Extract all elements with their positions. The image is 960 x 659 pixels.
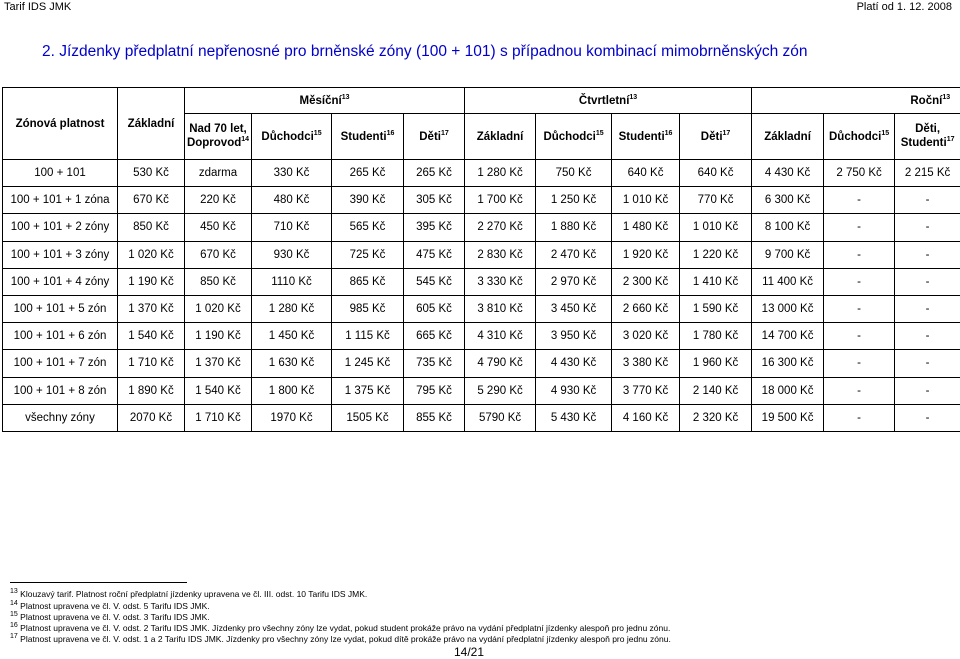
price-cell: 5 290 Kč [465, 377, 536, 404]
price-cell: 3 020 Kč [612, 323, 680, 350]
price-cell: 1 010 Kč [680, 214, 752, 241]
price-cell: - [824, 268, 895, 295]
col-header-yearly-children-students: Děti, Studenti$^{17}$ [895, 114, 960, 160]
table-row [3, 295, 960, 322]
document-header-right: Platí od 1. 12. 2008 [856, 1, 952, 13]
col-header-monthly-pensioners: Důchodci$^{15}$ [252, 114, 332, 160]
footnote-text: Platnost upravena ve čl. V. odst. 1 a 2 Tarifu IDS JMK. Jízdenky pro všechny zóny lze vydat, pokud dítě prokáže právo na vydání předplatní jízdenky alespoň pro jednu zónu. [20, 633, 671, 644]
price-cell: 1 960 Kč [680, 350, 752, 377]
price-cell: 265 Kč [332, 160, 404, 187]
price-cell: 850 Kč [118, 214, 185, 241]
price-cell: 850 Kč [185, 268, 252, 295]
price-cell: 1 590 Kč [680, 295, 752, 322]
price-cell: 1 540 Kč [185, 377, 252, 404]
price-cell: 305 Kč [404, 187, 465, 214]
price-cell: 930 Kč [252, 241, 332, 268]
zone-cell: 100 + 101 + 7 zón [3, 350, 118, 377]
price-cell: 1 010 Kč [612, 187, 680, 214]
price-cell: 3 770 Kč [612, 377, 680, 404]
price-cell: 1 710 Kč [118, 350, 185, 377]
price-cell: 1 020 Kč [185, 295, 252, 322]
price-cell: 14 700 Kč [752, 323, 824, 350]
price-cell: 18 000 Kč [752, 377, 824, 404]
price-cell: 6 300 Kč [752, 187, 824, 214]
price-cell: - [895, 214, 960, 241]
price-cell: 750 Kč [536, 160, 612, 187]
zone-cell: 100 + 101 + 1 zóna [3, 187, 118, 214]
price-cell: 4 310 Kč [465, 323, 536, 350]
price-cell: 1 190 Kč [118, 268, 185, 295]
col-header-quarterly-pensioners: Důchodci$^{15}$ [536, 114, 612, 160]
zone-cell: 100 + 101 + 6 zón [3, 323, 118, 350]
price-cell: 1 700 Kč [465, 187, 536, 214]
price-cell: - [824, 187, 895, 214]
col-header-quarterly-children: Děti$^{17}$ [680, 114, 752, 160]
page-number: 14/21 [454, 645, 485, 659]
footnote-text: Platnost upravena ve čl. V. odst. 5 Tarifu IDS JMK. [20, 600, 210, 611]
footnote [10, 622, 670, 633]
price-cell: 2 750 Kč [824, 160, 895, 187]
price-cell: 5 430 Kč [536, 404, 612, 431]
price-cell: 1 370 Kč [185, 350, 252, 377]
price-cell: 1970 Kč [252, 404, 332, 431]
price-cell: - [895, 350, 960, 377]
price-cell: 670 Kč [118, 187, 185, 214]
group-header-yearly: Roční$^{13}$ [752, 88, 960, 114]
price-cell: 2 470 Kč [536, 241, 612, 268]
price-cell: - [895, 187, 960, 214]
price-cell: 3 450 Kč [536, 295, 612, 322]
price-cell: 710 Kč [252, 214, 332, 241]
footnote [10, 633, 671, 644]
price-cell: 4 430 Kč [536, 350, 612, 377]
price-cell: 735 Kč [404, 350, 465, 377]
price-cell: - [824, 377, 895, 404]
price-cell: 8 100 Kč [752, 214, 824, 241]
table-row [3, 160, 960, 187]
col-header-yearly-basic: Základní [752, 114, 824, 160]
price-cell: 2 830 Kč [465, 241, 536, 268]
footnote [10, 588, 367, 599]
price-cell: 2 300 Kč [612, 268, 680, 295]
price-cell: 1 410 Kč [680, 268, 752, 295]
price-cell: 1 920 Kč [612, 241, 680, 268]
price-cell: 265 Kč [404, 160, 465, 187]
price-cell: 640 Kč [680, 160, 752, 187]
price-cell: 395 Kč [404, 214, 465, 241]
price-cell: 795 Kč [404, 377, 465, 404]
price-cell: - [895, 268, 960, 295]
price-cell: 19 500 Kč [752, 404, 824, 431]
table-row [3, 241, 960, 268]
price-cell: 220 Kč [185, 187, 252, 214]
price-cell: 2 970 Kč [536, 268, 612, 295]
price-cell: 1 280 Kč [465, 160, 536, 187]
price-cell: 390 Kč [332, 187, 404, 214]
price-cell: 545 Kč [404, 268, 465, 295]
price-cell: 13 000 Kč [752, 295, 824, 322]
price-cell: 1 780 Kč [680, 323, 752, 350]
price-cell: 770 Kč [680, 187, 752, 214]
col-header-quarterly-students: Studenti$^{16}$ [612, 114, 680, 160]
zone-cell: 100 + 101 [3, 160, 118, 187]
price-cell: - [895, 295, 960, 322]
price-cell: 1 245 Kč [332, 350, 404, 377]
price-cell: 4 790 Kč [465, 350, 536, 377]
price-cell: 530 Kč [118, 160, 185, 187]
group-header-monthly: Měsíční$^{13}$ [185, 88, 465, 114]
price-cell: - [895, 241, 960, 268]
price-cell: 1 880 Kč [536, 214, 612, 241]
price-cell: 865 Kč [332, 268, 404, 295]
table-row [3, 404, 960, 431]
price-cell: - [895, 323, 960, 350]
zone-cell: 100 + 101 + 8 zón [3, 377, 118, 404]
price-cell: 3 810 Kč [465, 295, 536, 322]
footnote-separator [10, 582, 187, 583]
price-cell: 1 800 Kč [252, 377, 332, 404]
price-cell: 725 Kč [332, 241, 404, 268]
price-cell: 4 430 Kč [752, 160, 824, 187]
footnote-number: 16 [10, 622, 18, 629]
price-cell: - [895, 404, 960, 431]
price-cell: 480 Kč [252, 187, 332, 214]
price-cell: 1 890 Kč [118, 377, 185, 404]
footnote-text: Platnost upravena ve čl. V. odst. 2 Tarifu IDS JMK. Jízdenky pro všechny zóny lze vydat, pokud student prokáže právo na vydání předplatní jízdenky alespoň pro jednu zónu. [20, 622, 671, 633]
price-cell: - [824, 241, 895, 268]
price-cell: 1110 Kč [252, 268, 332, 295]
footnote-text: Platnost upravena ve čl. V. odst. 3 Tarifu IDS JMK. [20, 611, 210, 622]
price-cell: 3 380 Kč [612, 350, 680, 377]
footnote [10, 600, 210, 611]
price-cell: 1 630 Kč [252, 350, 332, 377]
price-cell: 475 Kč [404, 241, 465, 268]
col-header-zone: Zónová platnost [3, 88, 118, 160]
price-cell: 3 950 Kč [536, 323, 612, 350]
price-cell: 2 140 Kč [680, 377, 752, 404]
footnote-number: 13 [10, 588, 18, 595]
footnote-number: 17 [10, 633, 18, 640]
table-row [3, 350, 960, 377]
price-cell: 1 375 Kč [332, 377, 404, 404]
zone-cell: 100 + 101 + 3 zóny [3, 241, 118, 268]
col-header-monthly-children: Děti$^{17}$ [404, 114, 465, 160]
price-cell: 1 115 Kč [332, 323, 404, 350]
footnote-text: Klouzavý tarif. Platnost roční předplatní jízdenky upravena ve čl. III. odst. 10 Tarifu IDS JMK. [20, 588, 368, 599]
price-cell: 4 160 Kč [612, 404, 680, 431]
price-cell: 1 370 Kč [118, 295, 185, 322]
table-row [3, 377, 960, 404]
price-cell: zdarma [185, 160, 252, 187]
price-cell: - [824, 214, 895, 241]
table-row [3, 214, 960, 241]
price-cell: 1 710 Kč [185, 404, 252, 431]
price-cell: - [824, 295, 895, 322]
price-cell: 985 Kč [332, 295, 404, 322]
price-cell: 1 250 Kč [536, 187, 612, 214]
price-cell: 4 930 Kč [536, 377, 612, 404]
price-cell: 1 480 Kč [612, 214, 680, 241]
price-cell: 16 300 Kč [752, 350, 824, 377]
price-cell: 11 400 Kč [752, 268, 824, 295]
price-cell: 2 320 Kč [680, 404, 752, 431]
price-cell: 450 Kč [185, 214, 252, 241]
price-cell: - [824, 323, 895, 350]
group-header-row [3, 88, 960, 114]
table-row [3, 268, 960, 295]
col-header-quarterly-basic: Základní [465, 114, 536, 160]
price-cell: - [824, 404, 895, 431]
price-cell: 605 Kč [404, 295, 465, 322]
group-header-quarterly: Čtvrtletní$^{13}$ [465, 88, 752, 114]
table-row [3, 323, 960, 350]
table-row [3, 187, 960, 214]
zone-cell: 100 + 101 + 5 zón [3, 295, 118, 322]
footnote-number: 15 [10, 611, 18, 618]
footnote-number: 14 [10, 600, 18, 607]
price-cell: - [895, 377, 960, 404]
price-cell: 1505 Kč [332, 404, 404, 431]
price-cell: 1 190 Kč [185, 323, 252, 350]
col-header-monthly-basic: Základní [118, 88, 185, 160]
price-cell: 330 Kč [252, 160, 332, 187]
price-cell: 565 Kč [332, 214, 404, 241]
price-cell: 1 450 Kč [252, 323, 332, 350]
price-cell: 670 Kč [185, 241, 252, 268]
zone-cell: 100 + 101 + 2 zóny [3, 214, 118, 241]
price-cell: 2070 Kč [118, 404, 185, 431]
price-cell: 1 280 Kč [252, 295, 332, 322]
price-cell: 855 Kč [404, 404, 465, 431]
price-cell: - [824, 350, 895, 377]
price-cell: 640 Kč [612, 160, 680, 187]
price-cell: 9 700 Kč [752, 241, 824, 268]
price-cell: 5790 Kč [465, 404, 536, 431]
price-cell: 1 220 Kč [680, 241, 752, 268]
footnote [10, 611, 210, 622]
price-cell: 2 660 Kč [612, 295, 680, 322]
zone-cell: všechny zóny [3, 404, 118, 431]
col-header-yearly-pensioners: Důchodci$^{15}$ [824, 114, 895, 160]
col-header-monthly-students: Studenti$^{16}$ [332, 114, 404, 160]
price-cell: 3 330 Kč [465, 268, 536, 295]
col-header-monthly-over70: Nad 70 let, Doprovod$^{14}$ [185, 114, 252, 160]
price-cell: 2 270 Kč [465, 214, 536, 241]
document-header-left: Tarif IDS JMK [4, 1, 72, 13]
price-cell: 1 540 Kč [118, 323, 185, 350]
price-cell: 665 Kč [404, 323, 465, 350]
tariff-table [2, 87, 960, 432]
zone-cell: 100 + 101 + 4 zóny [3, 268, 118, 295]
section-title: 2. Jízdenky předplatní nepřenosné pro brněnské zóny (100 + 101) s případnou kombinací mimobrněnských zón [42, 43, 808, 60]
price-cell: 1 020 Kč [118, 241, 185, 268]
price-cell: 2 215 Kč [895, 160, 960, 187]
